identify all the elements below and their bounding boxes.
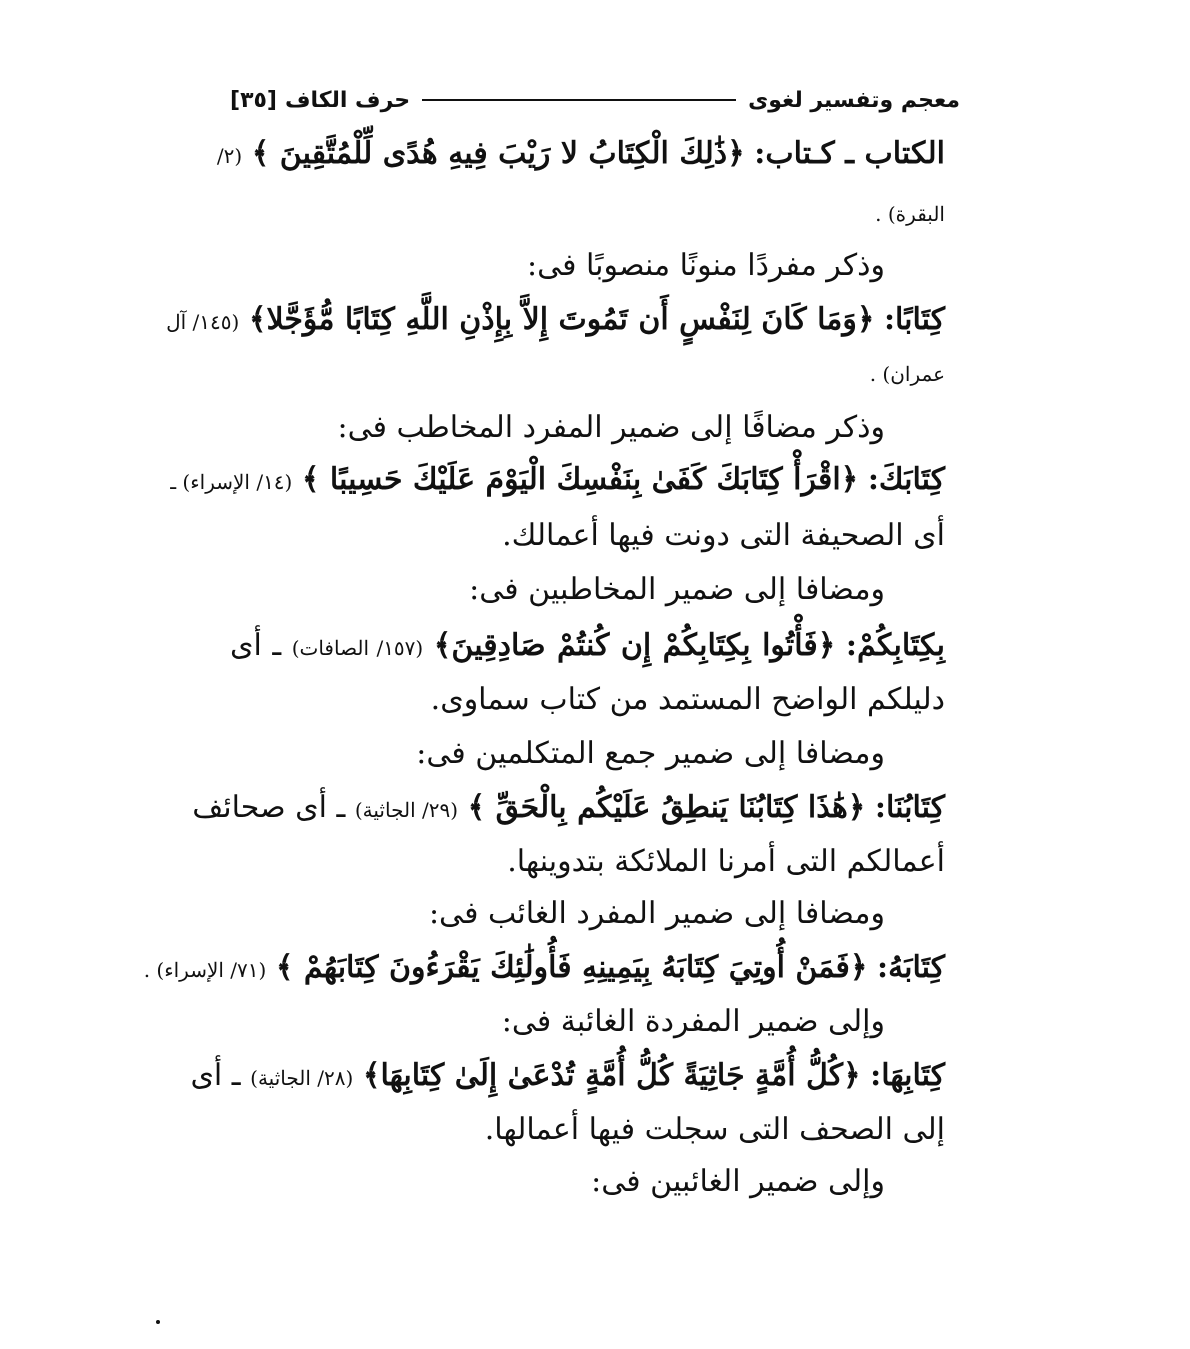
verse-reference: (٢/ (216, 144, 243, 168)
verse-text: ﴿فَمَنْ أُوتِيَ كِتَابَهُ بِيَمِينِهِ فَأُولَٰئِكَ يَقْرَءُونَ كِتَابَهُمْ ﴾ (275, 950, 868, 985)
verse-text: ﴿ذَٰلِكَ الْكِتَابُ لا رَيْبَ فِيهِ هُدًى لِّلْمُتَّقِينَ ﴾ (251, 136, 745, 171)
verse-reference-cont: البقرة) . (875, 202, 945, 226)
gloss-start: ـ أى (190, 1058, 241, 1093)
entry-head: كِتَابَكَ: (867, 462, 945, 497)
line-14: أعمالكم التى أمرنا الملائكة بتدوينها. (507, 844, 945, 879)
verse-reference: (٢٨/ الجاثية) (250, 1066, 354, 1090)
scan-speck (156, 1320, 160, 1324)
running-header (230, 80, 960, 120)
line-17: وإلى ضمير المفردة الغائبة فى: (501, 1004, 885, 1039)
verse-text: ﴿وَمَا كَانَ لِنَفْسٍ أَن تَمُوتَ إِلاَّ بِإِذْنِ اللَّهِ كِتَابًا مُّؤَجَّلا﴾ (248, 302, 875, 337)
line-12: ومضافا إلى ضمير جمع المتكلمين فى: (416, 736, 885, 771)
verse-text: ﴿هَٰذَا كِتَابُنَا يَنطِقُ عَلَيْكُم بِالْحَقِّ ﴾ (467, 790, 866, 825)
line-10 (230, 622, 945, 672)
verse-reference: (٢٩/ الجاثية) (354, 798, 459, 822)
verse-text: ﴿كُلُّ أُمَّةٍ جَاثِيَةً كُلُّ أُمَّةٍ تُدْعَىٰ إِلَىٰ كِتَابِهَا﴾ (362, 1058, 861, 1093)
line-11: دليلكم الواضح المستمد من كتاب سماوى. (430, 682, 945, 717)
entry-head: بِكِتَابِكُمْ: (845, 628, 945, 663)
entry-head: كِتَابَهُ: (877, 950, 945, 985)
verse-reference: (٧١/ الإسراء) . (143, 958, 267, 982)
entry-head: كِتَابًا: (883, 302, 945, 337)
header-rule (422, 99, 736, 101)
verse-reference: (١٥٧/ الصافات) (291, 636, 424, 660)
gloss-start: ـ أى (230, 628, 282, 663)
line-2 (875, 190, 945, 238)
line-4 (166, 296, 945, 346)
entry-head: الكتاب ـ كـتاب: (754, 136, 945, 171)
line-20: وإلى ضمير الغائبين فى: (591, 1164, 885, 1199)
book-title: معجم وتفسير لغوى (748, 87, 960, 113)
verse-reference: (١٤٥/ آل (166, 310, 240, 334)
line-13 (192, 784, 945, 834)
verse-text: ﴿فَأْتُوا بِكِتَابِكُمْ إِن كُنتُمْ صَادِقِينَ﴾ (433, 628, 836, 663)
entry-head: كِتَابِهَا: (870, 1058, 945, 1093)
line-5 (870, 350, 945, 398)
verse-text: ﴿اقْرَأْ كِتَابَكَ كَفَىٰ بِنَفْسِكَ الْيَوْمَ عَلَيْكَ حَسِيبًا ﴾ (301, 462, 859, 497)
line-6: وذكر مضافًا إلى ضمير المفرد المخاطب فى: (337, 410, 885, 445)
line-15: ومضافا إلى ضمير المفرد الغائب فى: (428, 896, 885, 931)
line-9: ومضافا إلى ضمير المخاطبين فى: (469, 572, 885, 607)
line-18 (190, 1052, 945, 1102)
section-title: حرف الكاف (284, 87, 411, 113)
page-number: [٣٥] (230, 87, 277, 113)
gloss-start: ـ أى صحائف (192, 790, 346, 825)
verse-reference-cont: عمران) . (869, 362, 945, 386)
line-3: وذكر مفردًا منونًا منصوبًا فى: (526, 248, 885, 283)
verse-reference: (١٤/ الإسراء) ـ (170, 470, 293, 494)
line-16 (143, 944, 945, 994)
line-7 (170, 456, 945, 506)
line-8: أى الصحيفة التى دونت فيها أعمالك. (502, 518, 945, 553)
line-19: إلى الصحف التى سجلت فيها أعمالها. (484, 1112, 945, 1147)
entry-head: كِتَابُنَا: (874, 790, 945, 825)
line-1 (216, 130, 945, 180)
